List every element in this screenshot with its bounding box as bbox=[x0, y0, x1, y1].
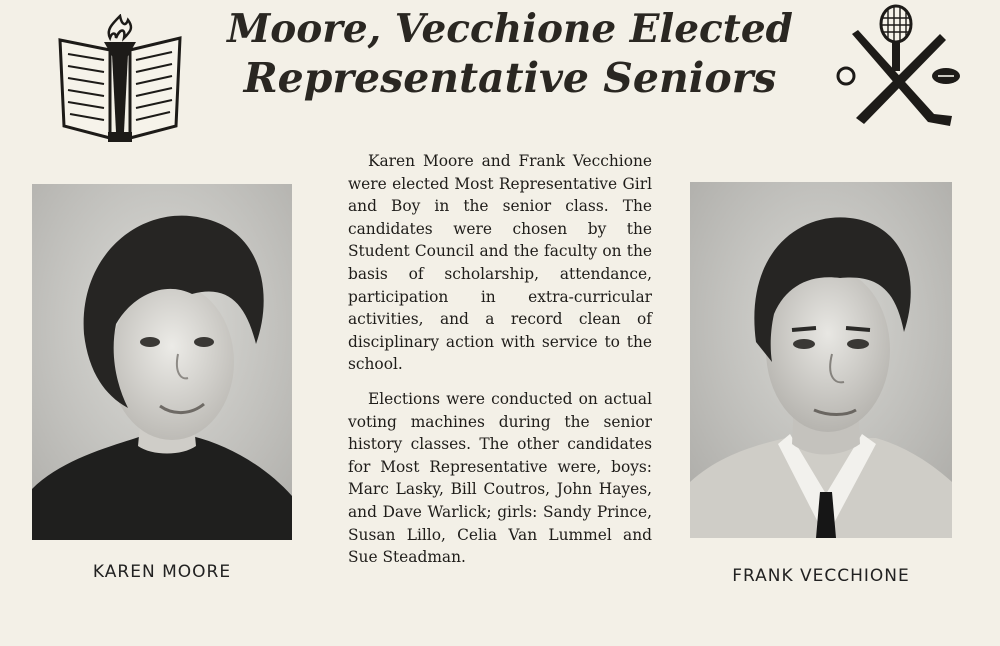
book-torch-icon bbox=[56, 14, 184, 148]
article-paragraph-1: Karen Moore and Frank Vecchione were elected Most Representative Girl and Boy in the senior class. The candidates were chosen by the Student Council and the faculty on the basis of scholarship, attendance, participation in extra-curricular activities, and a record clean of disciplinary action with service to the school. bbox=[348, 152, 652, 374]
karen-moore-caption: KAREN MOORE bbox=[92, 562, 232, 582]
article-paragraph-2: Elections were conducted on actual voting machines during the senior history classes. The other candidates for Most Representative were, boys: Marc Lasky, Bill Coutros, John Hayes, and Dave Warlick; girls: Sandy Prince, Susan Lillo, Celia Van Lummel and Sue Steadman. bbox=[348, 389, 652, 567]
article-body bbox=[348, 150, 652, 569]
frank-vecchione-photo bbox=[690, 182, 952, 538]
headline-line-2: Representative Seniors bbox=[243, 54, 777, 103]
headline bbox=[190, 6, 830, 102]
karen-moore-photo bbox=[32, 184, 292, 540]
frank-vecchione-caption: FRANK VECCHIONE bbox=[732, 566, 910, 586]
headline-line-1: Moore, Vecchione Elected bbox=[227, 6, 793, 52]
sports-equipment-icon bbox=[834, 4, 966, 134]
